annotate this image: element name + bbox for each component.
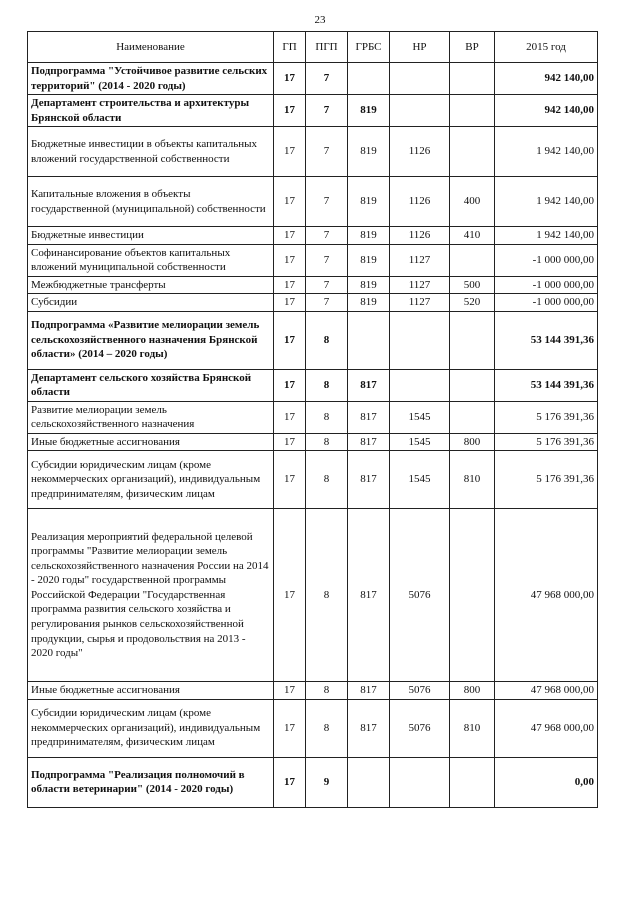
cell-amount: -1 000 000,00 <box>495 244 598 276</box>
cell-vr: 810 <box>450 699 495 757</box>
cell-vr <box>450 95 495 127</box>
cell-nr: 1545 <box>390 451 450 509</box>
cell-name: Субсидии юридическим лицам (кроме некоммерческих организаций), индивидуальным предпринимателям, физическим лицам <box>28 451 274 509</box>
cell-gp: 17 <box>274 63 306 95</box>
cell-grbs: 819 <box>348 294 390 312</box>
cell-name: Капитальные вложения в объекты государственной (муниципальной) собственности <box>28 177 274 227</box>
header-grbs: ГРБС <box>348 32 390 63</box>
cell-gp: 17 <box>274 311 306 369</box>
cell-pgp: 8 <box>306 509 348 682</box>
cell-nr <box>390 757 450 807</box>
cell-name: Реализация мероприятий федеральной целевой программы "Развитие мелиорации земель сельскохозяйственного назначения России на 2014 - 2020 годы" государственной программы Российской Федерации "Государственная программа развития сельского хозяйства и регулирования рынков сельскохозяйственной продукции, сырья и продовольствия на 2013 - 2020 годы" <box>28 509 274 682</box>
cell-nr <box>390 311 450 369</box>
cell-vr: 400 <box>450 177 495 227</box>
table-row <box>28 227 598 245</box>
table-row <box>28 276 598 294</box>
cell-amount: -1 000 000,00 <box>495 276 598 294</box>
cell-gp: 17 <box>274 401 306 433</box>
cell-grbs: 819 <box>348 244 390 276</box>
cell-amount: 0,00 <box>495 757 598 807</box>
table-row <box>28 509 598 682</box>
table-row <box>28 244 598 276</box>
cell-amount: -1 000 000,00 <box>495 294 598 312</box>
cell-gp: 17 <box>274 757 306 807</box>
cell-grbs: 817 <box>348 699 390 757</box>
cell-vr <box>450 127 495 177</box>
cell-amount: 47 968 000,00 <box>495 699 598 757</box>
table-row <box>28 369 598 401</box>
cell-amount: 5 176 391,36 <box>495 401 598 433</box>
cell-nr: 5076 <box>390 682 450 700</box>
cell-pgp: 7 <box>306 276 348 294</box>
cell-grbs: 817 <box>348 509 390 682</box>
cell-grbs: 817 <box>348 401 390 433</box>
cell-name: Бюджетные инвестиции <box>28 227 274 245</box>
cell-pgp: 7 <box>306 294 348 312</box>
budget-table <box>27 31 598 808</box>
cell-amount: 53 144 391,36 <box>495 369 598 401</box>
cell-name: Развитие мелиорации земель сельскохозяйственного назначения <box>28 401 274 433</box>
cell-gp: 17 <box>274 95 306 127</box>
cell-grbs: 817 <box>348 369 390 401</box>
cell-grbs: 819 <box>348 177 390 227</box>
cell-grbs: 817 <box>348 451 390 509</box>
cell-vr: 500 <box>450 276 495 294</box>
table-row <box>28 433 598 451</box>
cell-name: Иные бюджетные ассигнования <box>28 682 274 700</box>
cell-gp: 17 <box>274 682 306 700</box>
cell-amount: 1 942 140,00 <box>495 127 598 177</box>
table-row <box>28 699 598 757</box>
cell-pgp: 8 <box>306 451 348 509</box>
header-year: 2015 год <box>495 32 598 63</box>
cell-nr: 1127 <box>390 276 450 294</box>
cell-name: Софинансирование объектов капитальных вложений муниципальной собственности <box>28 244 274 276</box>
cell-amount: 1 942 140,00 <box>495 177 598 227</box>
cell-amount: 47 968 000,00 <box>495 682 598 700</box>
cell-grbs: 819 <box>348 127 390 177</box>
cell-pgp: 7 <box>306 63 348 95</box>
cell-vr <box>450 401 495 433</box>
cell-pgp: 7 <box>306 244 348 276</box>
header-name: Наименование <box>28 32 274 63</box>
cell-nr: 1126 <box>390 127 450 177</box>
cell-name: Подпрограмма "Реализация полномочий в области ветеринарии" (2014 - 2020 годы) <box>28 757 274 807</box>
header-gp: ГП <box>274 32 306 63</box>
cell-gp: 17 <box>274 127 306 177</box>
cell-pgp: 8 <box>306 699 348 757</box>
cell-vr: 810 <box>450 451 495 509</box>
header-vr: ВР <box>450 32 495 63</box>
cell-amount: 942 140,00 <box>495 63 598 95</box>
table-row <box>28 401 598 433</box>
header-nr: НР <box>390 32 450 63</box>
cell-gp: 17 <box>274 276 306 294</box>
cell-grbs: 817 <box>348 433 390 451</box>
cell-amount: 942 140,00 <box>495 95 598 127</box>
cell-nr: 1545 <box>390 401 450 433</box>
cell-nr: 1545 <box>390 433 450 451</box>
cell-gp: 17 <box>274 699 306 757</box>
header-row <box>28 32 598 63</box>
cell-name: Субсидии <box>28 294 274 312</box>
cell-name: Субсидии юридическим лицам (кроме некоммерческих организаций), индивидуальным предпринимателям, физическим лицам <box>28 699 274 757</box>
cell-name: Департамент строительства и архитектуры Брянской области <box>28 95 274 127</box>
table-row <box>28 63 598 95</box>
cell-name: Подпрограмма «Развитие мелиорации земель сельскохозяйственного назначения Брянской области» (2014 – 2020 годы) <box>28 311 274 369</box>
cell-pgp: 8 <box>306 401 348 433</box>
cell-amount: 53 144 391,36 <box>495 311 598 369</box>
cell-name: Бюджетные инвестиции в объекты капитальных вложений государственной собственности <box>28 127 274 177</box>
cell-grbs: 819 <box>348 227 390 245</box>
cell-vr <box>450 311 495 369</box>
cell-gp: 17 <box>274 227 306 245</box>
cell-amount: 5 176 391,36 <box>495 451 598 509</box>
cell-gp: 17 <box>274 433 306 451</box>
cell-nr: 1126 <box>390 227 450 245</box>
cell-nr: 5076 <box>390 509 450 682</box>
table-row <box>28 311 598 369</box>
cell-vr <box>450 509 495 682</box>
cell-vr <box>450 244 495 276</box>
cell-grbs: 817 <box>348 682 390 700</box>
cell-nr <box>390 369 450 401</box>
cell-grbs <box>348 63 390 95</box>
cell-pgp: 7 <box>306 127 348 177</box>
cell-grbs: 819 <box>348 276 390 294</box>
cell-nr: 1127 <box>390 244 450 276</box>
cell-grbs: 819 <box>348 95 390 127</box>
cell-nr: 1127 <box>390 294 450 312</box>
table-row <box>28 294 598 312</box>
cell-gp: 17 <box>274 244 306 276</box>
table-row <box>28 127 598 177</box>
cell-pgp: 8 <box>306 369 348 401</box>
cell-nr <box>390 95 450 127</box>
cell-vr <box>450 63 495 95</box>
cell-amount: 1 942 140,00 <box>495 227 598 245</box>
cell-vr <box>450 369 495 401</box>
page-number: 23 <box>314 14 326 26</box>
cell-grbs <box>348 757 390 807</box>
cell-gp: 17 <box>274 294 306 312</box>
cell-nr: 1126 <box>390 177 450 227</box>
table-row <box>28 682 598 700</box>
cell-name: Межбюджетные трансферты <box>28 276 274 294</box>
cell-name: Департамент сельского хозяйства Брянской области <box>28 369 274 401</box>
cell-pgp: 8 <box>306 682 348 700</box>
cell-pgp: 7 <box>306 227 348 245</box>
table-row <box>28 95 598 127</box>
cell-name: Иные бюджетные ассигнования <box>28 433 274 451</box>
cell-vr: 520 <box>450 294 495 312</box>
cell-vr <box>450 757 495 807</box>
cell-grbs <box>348 311 390 369</box>
cell-gp: 17 <box>274 177 306 227</box>
table-body <box>28 63 598 808</box>
cell-pgp: 8 <box>306 311 348 369</box>
table-row <box>28 451 598 509</box>
cell-nr: 5076 <box>390 699 450 757</box>
cell-pgp: 8 <box>306 433 348 451</box>
table-row <box>28 757 598 807</box>
cell-gp: 17 <box>274 451 306 509</box>
cell-pgp: 7 <box>306 177 348 227</box>
header-pgp: ПГП <box>306 32 348 63</box>
cell-pgp: 9 <box>306 757 348 807</box>
cell-vr: 410 <box>450 227 495 245</box>
cell-amount: 5 176 391,36 <box>495 433 598 451</box>
cell-gp: 17 <box>274 369 306 401</box>
cell-gp: 17 <box>274 509 306 682</box>
cell-name: Подпрограмма "Устойчивое развитие сельских территорий" (2014 - 2020 годы) <box>28 63 274 95</box>
table-row <box>28 177 598 227</box>
cell-pgp: 7 <box>306 95 348 127</box>
cell-vr: 800 <box>450 433 495 451</box>
cell-nr <box>390 63 450 95</box>
cell-vr: 800 <box>450 682 495 700</box>
cell-amount: 47 968 000,00 <box>495 509 598 682</box>
